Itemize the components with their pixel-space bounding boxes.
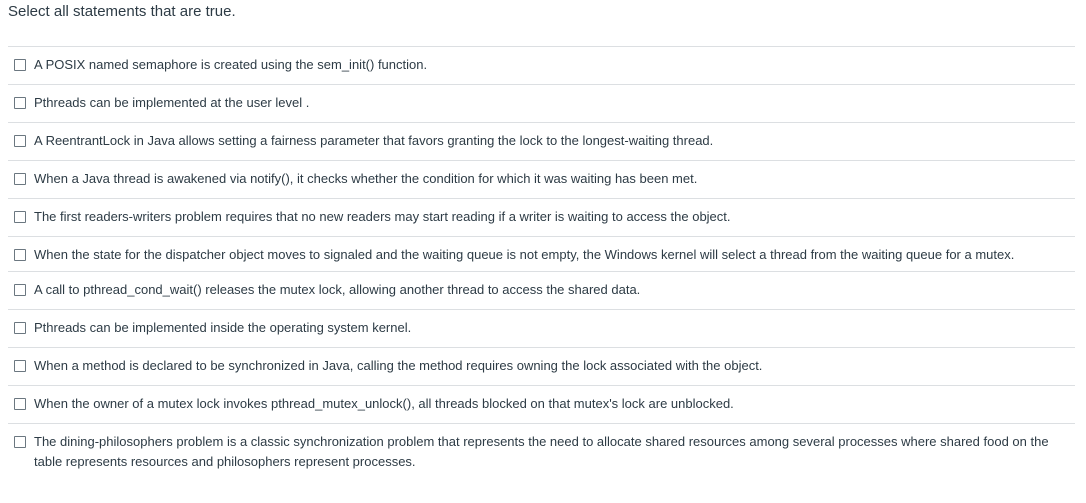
- answer-list: [8, 46, 1075, 478]
- checkbox-6[interactable]: [14, 249, 26, 261]
- checkbox-9[interactable]: [14, 360, 26, 372]
- checkbox-8[interactable]: [14, 322, 26, 334]
- answer-option-2[interactable]: [8, 84, 1075, 122]
- answer-label-11: The dining-philosophers problem is a classic synchronization problem that represents the need to allocate shared resources among several processes where shared food on the table represents resources and philosophers represent processes.: [34, 434, 1049, 469]
- answer-option-11[interactable]: [8, 423, 1075, 478]
- question-prompt: Select all statements that are true.: [8, 3, 236, 20]
- answer-label-4: When a Java thread is awakened via notify(), it checks whether the condition for which it was waiting has been met.: [34, 171, 698, 186]
- answer-label-5: The first readers-writers problem requires that no new readers may start reading if a writer is waiting to access the object.: [34, 209, 731, 224]
- answer-label-6: When the state for the dispatcher object moves to signaled and the waiting queue is not empty, the Windows kernel will select a thread from the waiting queue for a mutex.: [34, 247, 1015, 262]
- answer-label-2: Pthreads can be implemented at the user level .: [34, 95, 310, 110]
- answer-option-3[interactable]: [8, 122, 1075, 160]
- answer-label-8: Pthreads can be implemented inside the operating system kernel.: [34, 320, 412, 335]
- answer-option-4[interactable]: [8, 160, 1075, 198]
- checkbox-10[interactable]: [14, 398, 26, 410]
- checkbox-11[interactable]: [14, 436, 26, 448]
- checkbox-1[interactable]: [14, 59, 26, 71]
- checkbox-3[interactable]: [14, 135, 26, 147]
- answer-label-10: When the owner of a mutex lock invokes pthread_mutex_unlock(), all threads blocked on that mutex's lock are unblocked.: [34, 396, 734, 411]
- checkbox-4[interactable]: [14, 173, 26, 185]
- checkbox-7[interactable]: [14, 284, 26, 296]
- answer-label-1: A POSIX named semaphore is created using the sem_init() function.: [34, 57, 428, 72]
- answer-option-9[interactable]: [8, 347, 1075, 385]
- answer-label-7: A call to pthread_cond_wait() releases the mutex lock, allowing another thread to access the shared data.: [34, 282, 641, 297]
- answer-option-1[interactable]: [8, 46, 1075, 84]
- answer-label-9: When a method is declared to be synchronized in Java, calling the method requires owning the lock associated with the object.: [34, 358, 763, 373]
- checkbox-5[interactable]: [14, 211, 26, 223]
- answer-option-5[interactable]: [8, 198, 1075, 236]
- answer-label-3: A ReentrantLock in Java allows setting a fairness parameter that favors granting the lock to the longest-waiting thread.: [34, 133, 714, 148]
- answer-option-6[interactable]: [8, 236, 1075, 271]
- answer-option-7[interactable]: [8, 271, 1075, 309]
- answer-option-8[interactable]: [8, 309, 1075, 347]
- checkbox-2[interactable]: [14, 97, 26, 109]
- answer-option-10[interactable]: [8, 385, 1075, 423]
